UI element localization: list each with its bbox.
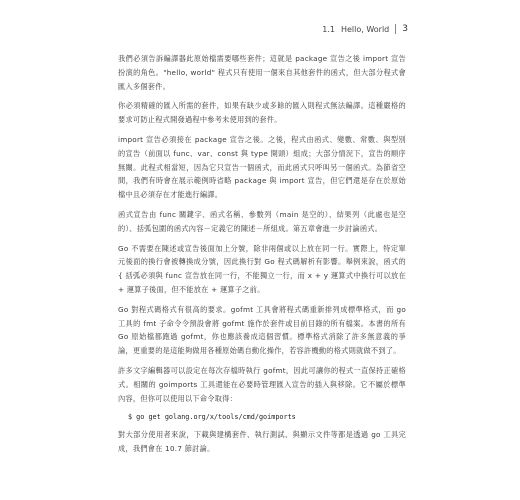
running-head xyxy=(322,24,408,34)
paragraph-func-declaration: 函式宣告由 func 關鍵字、函式名稱、參數列（main 是空的）、結果列（此處也是空的）、括弧包圍的函式內容－定義它的陳述－所組成。第五章會進一步討論函式。 xyxy=(118,209,406,233)
paragraph-exact-imports: 你必須精確的匯入所需的套件，如果有缺少或多餘的匯入則程式無法編譯。這種嚴格的要求可防止程式開發過程中參考未使用到的套件。 xyxy=(118,101,406,125)
body-text xyxy=(118,52,406,462)
code-command: $ go get golang.org/x/tools/cmd/goimports xyxy=(128,413,296,422)
page-number: 3 xyxy=(402,24,408,34)
paragraph-goimports: 許多文字編輯器可以設定在每次存檔時執行 gofmt，因此可讓你的程式一直保持正確格式。相關的 goimports 工具還能在必要時管理匯入宣告的插入與移除。它不屬於標準內容，但你可以使用以下命令取得： xyxy=(118,365,406,403)
chapter-title: Hello, World xyxy=(340,24,390,34)
paragraph-imports-role: 我們必須告訴編譯器此原始檔需要哪些套件；這就是 package 宣告之後 import 宣告扮演的角色。"hello, world" 程式只有使用一個來自其他套件的函式，但大部分程式會匯入多個套件。 xyxy=(118,54,406,91)
paragraph-go-tool: 對大部分使用者來說，下載與建構套件、執行測試、與顯示文件等都是透過 go 工具完成，我們會在 10.7 節討論。 xyxy=(118,430,406,454)
paragraph-declarations: import 宣告必須接在 package 宣告之後。之後，程式由函式、變數、常數、與型別的宣告（前面以 func、var、const 與 type 開頭）組成；大部分情況下，宣告的順序無關。此程式相當短，因為它只宣告一個函式，而此函式只呼叫另一個函式。為節省空間，我們有時會在展示範例時省略 package 與 import 宣告，但它們還是存在於原始檔中且必須存在才能進行編譯。 xyxy=(118,134,406,200)
paragraph-semicolons: Go 不需要在陳述或宣告後面加上分號，除非兩個或以上放在同一行。實際上，特定單元後面的換行會被轉換成分號，因此換行對 Go 程式碼解析有影響。舉例來說，函式的 { 括弧必須與 func 宣告放在同一行，不能獨立一行，而 x + y 運算式中換行可以放在 + 運算子後面，但不能放在 + 運算子之前。 xyxy=(118,243,406,294)
section-number: 1.1 xyxy=(322,24,335,34)
paragraph-gofmt: Go 對程式碼格式有很高的要求。gofmt 工具會將程式碼重新排列成標準格式，而 go 工具的 fmt 子命令令預設會將 gofmt 施作於套件或目前目錄的所有檔案。本書的所有 Go 原始檔都跑過 gofmt，你也應該養成這個習慣。標準格式消除了許多無意義的爭論，更重要的是這能夠做用各種原始碼自動化操作，若容許機動的格式則就做不到了。 xyxy=(118,304,406,356)
header-divider xyxy=(395,24,396,34)
